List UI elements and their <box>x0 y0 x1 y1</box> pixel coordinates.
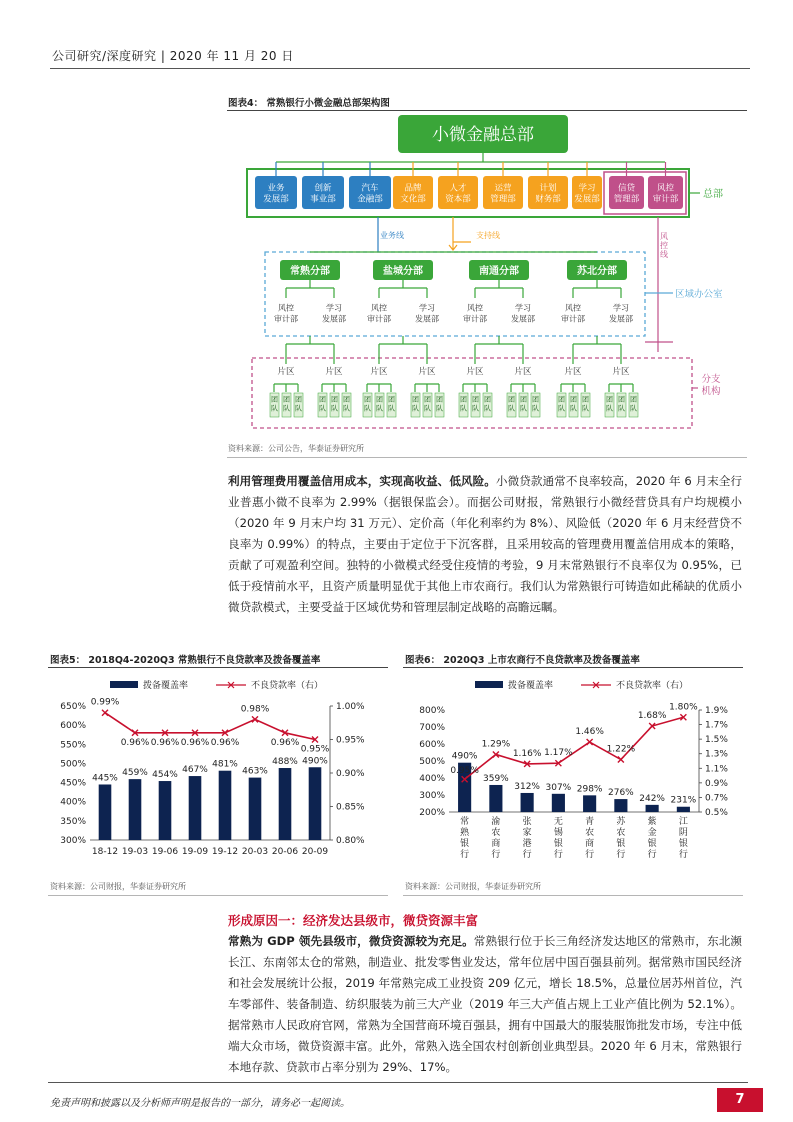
fig6-title: 图表6： 2020Q3 上市农商行不良贷款率及拨备覆盖率 <box>405 655 640 666</box>
chart5-line-label-4: 0.96% <box>210 737 240 748</box>
chart5-xtick-3: 19-09 <box>181 847 209 857</box>
chart5-xtick-2: 19-06 <box>151 847 179 857</box>
fig5-title-rule <box>48 667 388 668</box>
chart5-xtick-6: 20-06 <box>271 847 299 857</box>
header-rule <box>50 68 750 69</box>
team-1-0-1: 团队 <box>376 395 383 413</box>
branch-frame-label: 分支机构 <box>701 374 721 397</box>
team-3-0-1: 团队 <box>570 395 577 413</box>
fig5-source: 资料来源：公司财报，华泰证券研究所 <box>50 882 186 891</box>
chart6-xtick-2: 张家港行 <box>522 817 532 860</box>
chart6-line-label-4: 1.46% <box>575 727 604 738</box>
chart5-ytick-left-7: 650% <box>60 702 86 712</box>
chart6-xtick-0: 常熟银行 <box>460 817 470 860</box>
sub-dept-0-1: 学习发展部 <box>322 303 346 324</box>
chart5-bar-label-5: 463% <box>242 766 268 777</box>
dept-orange-2-label: 运营管理部 <box>490 183 516 205</box>
chart6-line-label-3: 1.17% <box>544 748 573 759</box>
fig5-source-rule <box>48 895 388 896</box>
fig6-source-rule <box>403 895 743 896</box>
chart5-ytick-left-1: 350% <box>60 816 86 827</box>
fig4-title-rule <box>227 110 747 111</box>
district-0-1: 片区 <box>325 367 343 377</box>
chart5-bar-4 <box>219 771 232 840</box>
region-label: 区域办公室 <box>675 289 723 300</box>
chart6-ytick-left-4: 600% <box>419 740 445 750</box>
district-2-1: 片区 <box>514 367 532 377</box>
chart5-ytick-left-2: 400% <box>60 797 86 808</box>
chart5-bar-label-7: 490% <box>302 756 328 767</box>
chart5-bar-5 <box>249 778 262 840</box>
chart6-bar-2 <box>521 793 534 812</box>
fig5-chart <box>48 670 388 870</box>
chart5-bar-2 <box>159 781 172 840</box>
dept-blue-1-label: 创新事业部 <box>310 183 336 205</box>
chart6-bar-label-7: 231% <box>670 795 697 806</box>
chart6-bar-label-0: 490% <box>451 751 478 762</box>
chart5-bar-label-1: 459% <box>122 768 148 779</box>
chart5-bar-label-6: 488% <box>272 757 298 768</box>
paragraph-1-lead: 利用管理费用覆盖信用成本，实现高收益、低风险。 <box>228 474 496 488</box>
district-3-0: 片区 <box>564 367 582 377</box>
team-3-0-2: 团队 <box>582 395 589 413</box>
chart6-xtick-5: 苏农银行 <box>616 817 626 860</box>
chart6-bar-1 <box>489 785 502 812</box>
chart6-ytick-right-0: 0.5% <box>705 808 728 818</box>
branch-label-3: 苏北分部 <box>577 266 617 277</box>
support-arrow <box>449 242 457 250</box>
chart6-bar-label-5: 276% <box>608 788 634 799</box>
chart6-ytick-left-0: 200% <box>419 808 445 818</box>
chart6-ytick-left-2: 400% <box>419 774 445 784</box>
team-2-0-2: 团队 <box>484 395 491 413</box>
chart6-line-label-7: 1.80% <box>669 702 698 713</box>
chart5-ytick-left-5: 550% <box>60 740 86 751</box>
team-2-0-1: 团队 <box>472 395 479 413</box>
chart6-ytick-left-6: 800% <box>419 706 445 716</box>
chart6-line-label-5: 1.22% <box>606 744 636 755</box>
team-3-1-2: 团队 <box>630 395 637 413</box>
chart6-ytick-right-5: 1.5% <box>705 735 728 746</box>
team-3-1-1: 团队 <box>618 395 625 413</box>
team-3-0-0: 团队 <box>558 395 565 413</box>
top-node-label: 小微金融总部 <box>432 125 534 145</box>
chart6-xtick-6: 紫金银行 <box>647 817 657 860</box>
chart5-xtick-7: 20-09 <box>301 847 329 857</box>
chart5-xtick-5: 20-03 <box>241 847 269 857</box>
chart6-bar-label-2: 312% <box>514 781 540 792</box>
dept-orange-4-label: 学习发展部 <box>574 183 600 205</box>
paragraph-2 <box>228 931 742 1078</box>
dept-blue-0-label: 业务发展部 <box>263 183 289 205</box>
chart6-line-label-6: 1.68% <box>637 711 667 722</box>
chart6-bar-4 <box>583 795 596 812</box>
team-0-1-0: 团队 <box>319 395 326 413</box>
team-0-0-2: 团队 <box>295 395 302 413</box>
chart5-bar-1 <box>129 779 142 840</box>
chart5-xtick-0: 18-12 <box>91 847 119 857</box>
fig6-title-rule <box>403 667 743 668</box>
chart5-bar-0 <box>99 784 112 840</box>
fig4-title: 图表4： 常熟银行小微金融总部架构图 <box>228 98 390 109</box>
chart5-bar-7 <box>309 767 322 840</box>
chart5-bar-label-2: 454% <box>152 770 178 781</box>
sub-dept-0-0: 风控审计部 <box>274 303 298 324</box>
chart6-ytick-right-7: 1.9% <box>705 706 728 716</box>
chart6-ytick-right-4: 1.3% <box>705 749 728 760</box>
chart6-legend-line-label: 不良贷款率（右） <box>616 681 689 691</box>
chart6-ytick-right-1: 0.7% <box>705 793 728 804</box>
footer-rule <box>48 1082 748 1083</box>
chart6-xtick-7: 江阴银行 <box>678 817 688 860</box>
fig4-source-rule <box>227 457 747 458</box>
chart5-ytick-right-4: 1.00% <box>336 702 365 712</box>
page-number: 7 <box>717 1088 763 1112</box>
dept-orange-0-label: 品牌文化部 <box>400 183 426 205</box>
chart6-ytick-left-5: 700% <box>419 723 445 733</box>
chart5-line-label-2: 0.96% <box>150 737 180 748</box>
sub-dept-3-1: 学习发展部 <box>609 303 633 324</box>
branch-label-2: 南通分部 <box>479 266 519 277</box>
chart6-legend-bar-label: 拨备覆盖率 <box>508 681 554 691</box>
team-1-0-2: 团队 <box>388 395 395 413</box>
chart6-xtick-3: 无锡银行 <box>553 817 563 860</box>
chart6-bar-label-6: 242% <box>639 793 665 804</box>
chart6-bar-5 <box>614 799 627 812</box>
chart6-bar-3 <box>552 794 565 812</box>
district-1-1: 片区 <box>418 367 436 377</box>
team-0-1-1: 团队 <box>331 395 338 413</box>
chart6-line-point-5 <box>618 757 624 763</box>
paragraph-1-text: 小微贷款通常不良率较高，2020 年 6 月末全行业普惠小微不良率为 2.99%（据银保监会）。而据公司财报，常熟银行小微经营贷具有户均规模小（2020 年 9 月末户均 31 万元）、定价高（年化利率约为 8%）、风险低（2020 年 6 月末经营贷不良率为 0.99%）的特点，主要由于定位于下沉客群，且采用较高的管理费用覆盖信用成本的策略，贡献了可观盈利空间。独特的小微模式经受住疫情的考验，9 月末常熟银行不良率仅为 0.95%，已低于疫情前水平，且资产质量明显优于其他上市农商行。我们认为常熟银行可铸造如此稀缺的优质小微贷款模式，主要受益于区域优势和管理层制定战略的高瞻远瞩。 <box>228 474 742 614</box>
hq-label: 总部 <box>703 189 723 200</box>
team-1-1-0: 团队 <box>412 395 419 413</box>
sub-dept-1-1: 学习发展部 <box>415 303 439 324</box>
chart5-ytick-right-2: 0.90% <box>336 769 365 779</box>
chart5-ytick-left-4: 500% <box>60 759 86 770</box>
page-header: 公司研究/深度研究 | 2020 年 11 月 20 日 <box>52 49 294 63</box>
team-3-1-0: 团队 <box>606 395 613 413</box>
section-heading: 形成原因一：经济发达县级市，微贷资源丰富 <box>228 913 479 928</box>
business-line-label: 业务线 <box>380 231 404 240</box>
footer-disclaimer: 免责声明和披露以及分析师声明是报告的一部分，请务必一起阅读。 <box>50 1098 350 1109</box>
chart5-legend-bar-label: 拨备覆盖率 <box>143 681 189 691</box>
chart6-bar-7 <box>677 807 690 812</box>
chart5-legend-line-label: 不良贷款率（右） <box>251 681 324 691</box>
chart5-line-point-0 <box>102 710 108 716</box>
chart5-bar-label-4: 481% <box>212 759 238 770</box>
chart5-ytick-left-0: 300% <box>60 836 86 846</box>
chart6-bar-label-1: 359% <box>483 773 509 784</box>
sub-dept-3-0: 风控审计部 <box>561 303 585 324</box>
chart5-ytick-right-0: 0.80% <box>336 836 365 846</box>
dept-orange-3-label: 计划财务部 <box>535 183 561 205</box>
district-1-0: 片区 <box>370 367 388 377</box>
chart6-xtick-4: 青农商行 <box>585 817 595 860</box>
chart5-line-label-3: 0.96% <box>180 737 210 748</box>
chart6-ytick-right-6: 1.7% <box>705 720 728 731</box>
chart6-line-label-0: 0.95% <box>450 766 479 777</box>
chart5-xtick-1: 19-03 <box>121 847 149 857</box>
chart5-bar-label-3: 467% <box>182 765 208 776</box>
chart5-bar-label-0: 445% <box>92 773 118 784</box>
chart6-bar-label-3: 307% <box>545 782 572 793</box>
chart5-line-label-6: 0.96% <box>270 737 300 748</box>
team-1-0-0: 团队 <box>364 395 371 413</box>
chart6-ytick-left-3: 500% <box>419 757 445 767</box>
chart5-ytick-left-3: 450% <box>60 778 86 789</box>
team-1-1-1: 团队 <box>424 395 431 413</box>
team-0-0-1: 团队 <box>283 395 290 413</box>
district-0-0: 片区 <box>277 367 295 377</box>
team-2-1-2: 团队 <box>532 395 539 413</box>
risk-line-label: 风控线 <box>660 232 668 259</box>
fig5-title: 图表5： 2018Q4-2020Q3 常熟银行不良贷款率及拨备覆盖率 <box>50 655 321 666</box>
dept-orange-1-label: 人才资本部 <box>445 183 471 205</box>
chart6-xtick-1: 渝农商行 <box>491 817 501 860</box>
team-2-0-0: 团队 <box>460 395 467 413</box>
fig4-source: 资料来源：公司公告，华泰证券研究所 <box>228 444 364 453</box>
chart5-line <box>105 713 315 740</box>
chart5-ytick-right-1: 0.85% <box>336 802 365 813</box>
fig6-chart <box>403 670 743 870</box>
chart5-line-point-5 <box>252 716 258 722</box>
district-3-1: 片区 <box>612 367 630 377</box>
team-2-1-1: 团队 <box>520 395 527 413</box>
chart6-ytick-right-2: 0.9% <box>705 778 728 789</box>
chart6-ytick-right-3: 1.1% <box>705 764 728 775</box>
paragraph-1 <box>228 471 742 618</box>
team-2-1-0: 团队 <box>508 395 515 413</box>
team-1-1-2: 团队 <box>436 395 443 413</box>
chart5-line-label-5: 0.98% <box>240 704 270 715</box>
paragraph-2-text: 常熟银行位于长三角经济发达地区的常熟市，东北濒长江、东南邻太仓的常熟，制造业、批发零售业发达，常年位居中国百强县前列。据常熟市国民经济和社会发展统计公报，2019 年常熟完成工业投资 209 亿元，增长 18.5%，总量位居苏州首位，汽车零部件、装备制造、纺织服装为前三大产业（2019 年三大产值占规上工业产值比例为 52.1%）。据常熟市人民政府官网，常熟为全国营商环境百强县，拥有中国最大的服装服饰批发市场，专注中低端大众市场，微贷资源丰富。此外，常熟入选全国农村创新创业典型县。2020 年 6 月末，常熟银行本地存款、贷款市占率分别为 29%、17%。 <box>228 934 742 1074</box>
paragraph-2-lead: 常熟为 GDP 领先县级市，微贷资源较为充足。 <box>228 934 474 948</box>
chart6-bar-label-4: 298% <box>576 784 603 795</box>
sub-dept-2-1: 学习发展部 <box>511 303 535 324</box>
sub-dept-2-0: 风控审计部 <box>463 303 487 324</box>
org-chart <box>228 112 748 434</box>
chart5-line-label-0: 0.99% <box>90 697 120 708</box>
dept-blue-2-label: 汽车金融部 <box>357 183 383 205</box>
chart6-line-label-2: 1.16% <box>512 748 542 759</box>
chart6-line-label-1: 1.29% <box>481 739 511 750</box>
chart5-line-label-7: 0.95% <box>300 744 330 755</box>
fig6-source: 资料来源：公司财报，华泰证券研究所 <box>405 882 541 891</box>
chart5-ytick-left-6: 600% <box>60 721 86 732</box>
chart6-bar-6 <box>646 805 659 812</box>
chart5-legend-bar-swatch <box>110 681 138 688</box>
team-0-1-2: 团队 <box>343 395 350 413</box>
chart5-bar-6 <box>279 768 292 840</box>
branch-label-0: 常熟分部 <box>290 266 330 277</box>
chart6-ytick-left-1: 300% <box>419 791 445 801</box>
support-line-label: 支持线 <box>476 231 500 240</box>
chart5-line-label-1: 0.96% <box>120 737 150 748</box>
sub-dept-1-0: 风控审计部 <box>367 303 391 324</box>
chart5-bar-3 <box>189 776 202 840</box>
chart6-legend-bar-swatch <box>475 681 503 688</box>
dept-pink-1-label: 风控审计部 <box>652 183 679 205</box>
chart5-ytick-right-3: 0.95% <box>336 735 365 746</box>
chart5-xtick-4: 19-12 <box>211 847 239 857</box>
dept-pink-0-label: 信贷管理部 <box>613 183 640 205</box>
team-0-0-0: 团队 <box>271 395 278 413</box>
district-2-0: 片区 <box>466 367 484 377</box>
branch-label-1: 盐城分部 <box>383 266 423 277</box>
chart6-line-point-4 <box>587 739 593 745</box>
